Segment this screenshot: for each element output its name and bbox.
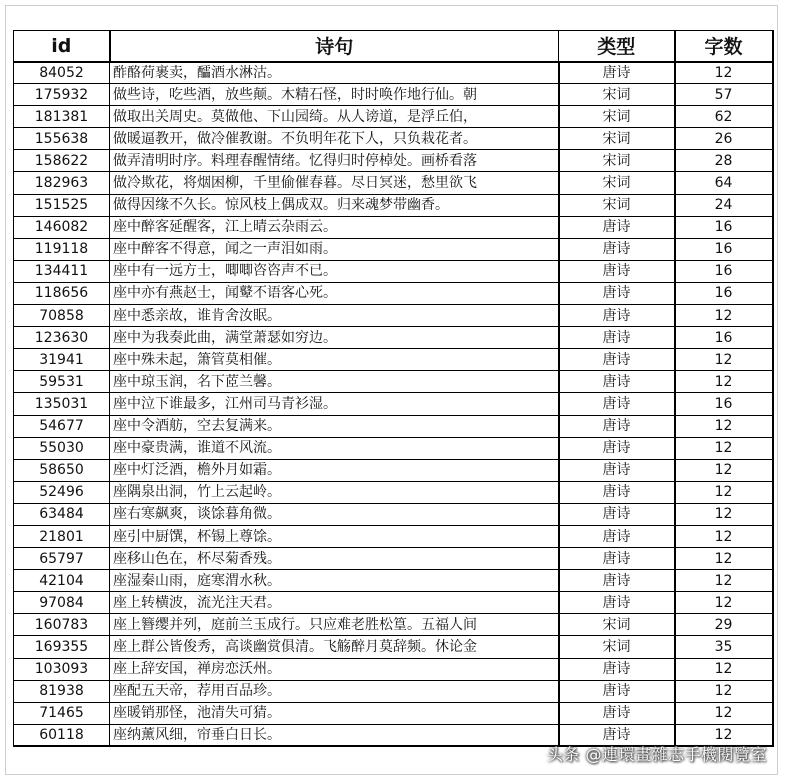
cell-count: 12 — [675, 724, 773, 746]
cell-id: 63484 — [14, 503, 110, 525]
cell-poem: 座中泣下谁最多，江州司马青衫湿。 — [110, 393, 559, 415]
cell-poem: 座上群公皆俊秀，高谈幽赏俱清。飞觞醉月莫辞频。休论金 — [110, 636, 559, 658]
cell-count: 12 — [675, 305, 773, 327]
cell-count: 29 — [675, 614, 773, 636]
table-row — [14, 680, 773, 702]
cell-poem: 座纳薰风细，帘垂白日长。 — [110, 724, 559, 746]
table-row — [14, 481, 773, 503]
cell-id: 42104 — [14, 570, 110, 592]
table-row — [14, 216, 773, 238]
header-poem: 诗句 — [110, 31, 559, 62]
cell-poem: 座中琼玉润，名下茝兰馨。 — [110, 371, 559, 393]
table-row — [14, 106, 773, 128]
cell-count: 12 — [675, 525, 773, 547]
cell-count: 16 — [675, 282, 773, 304]
cell-type: 宋词 — [559, 194, 675, 216]
cell-type: 宋词 — [559, 128, 675, 150]
table-row — [14, 84, 773, 106]
cell-poem: 座移山色在，杯尽菊香残。 — [110, 548, 559, 570]
cell-type: 宋词 — [559, 636, 675, 658]
cell-type: 宋词 — [559, 84, 675, 106]
cell-type: 唐诗 — [559, 62, 675, 84]
cell-type: 唐诗 — [559, 592, 675, 614]
cell-type: 唐诗 — [559, 327, 675, 349]
cell-id: 181381 — [14, 106, 110, 128]
cell-id: 54677 — [14, 415, 110, 437]
cell-type: 唐诗 — [559, 238, 675, 260]
cell-count: 26 — [675, 128, 773, 150]
cell-id: 175932 — [14, 84, 110, 106]
cell-type: 唐诗 — [559, 437, 675, 459]
cell-type: 唐诗 — [559, 415, 675, 437]
cell-count: 12 — [675, 548, 773, 570]
cell-poem: 座右寒飙爽，谈馀暮角微。 — [110, 503, 559, 525]
cell-count: 28 — [675, 150, 773, 172]
cell-poem: 做些诗，吃些酒，放些颠。木精石怪，时时唤作地行仙。朝 — [110, 84, 559, 106]
cell-count: 24 — [675, 194, 773, 216]
table-row — [14, 128, 773, 150]
cell-id: 60118 — [14, 724, 110, 746]
table-row — [14, 172, 773, 194]
table-row — [14, 636, 773, 658]
cell-poem: 座中殊未起，箫管莫相催。 — [110, 349, 559, 371]
cell-poem: 做冷欺花，将烟困柳，千里偷催春暮。尽日冥迷，愁里欲飞 — [110, 172, 559, 194]
table-row — [14, 459, 773, 481]
table-row — [14, 349, 773, 371]
header-type: 类型 — [559, 31, 675, 62]
cell-count: 12 — [675, 680, 773, 702]
cell-id: 123630 — [14, 327, 110, 349]
cell-count: 12 — [675, 62, 773, 84]
cell-poem: 座上辞安国，禅房恋沃州。 — [110, 658, 559, 680]
cell-id: 119118 — [14, 238, 110, 260]
cell-id: 97084 — [14, 592, 110, 614]
cell-id: 59531 — [14, 371, 110, 393]
table-row — [14, 327, 773, 349]
cell-poem: 座暖销那怪，池清失可猜。 — [110, 702, 559, 724]
cell-count: 12 — [675, 415, 773, 437]
table-row — [14, 614, 773, 636]
cell-type: 唐诗 — [559, 658, 675, 680]
cell-count: 12 — [675, 570, 773, 592]
table-row — [14, 62, 773, 84]
table-row — [14, 260, 773, 282]
cell-poem: 做取出关周史。莫做他、下山园绮。从人谤道，是浮丘伯， — [110, 106, 559, 128]
cell-id: 158622 — [14, 150, 110, 172]
cell-id: 135031 — [14, 393, 110, 415]
cell-type: 宋词 — [559, 106, 675, 128]
cell-count: 12 — [675, 349, 773, 371]
cell-id: 134411 — [14, 260, 110, 282]
cell-count: 12 — [675, 481, 773, 503]
cell-poem: 做得因缘不久长。惊风枝上偶成双。归来魂梦带幽香。 — [110, 194, 559, 216]
cell-id: 52496 — [14, 481, 110, 503]
cell-type: 唐诗 — [559, 724, 675, 746]
cell-poem: 座上转横波，流光注天君。 — [110, 592, 559, 614]
cell-poem: 酢酪荷裹卖，醽酒水淋沽。 — [110, 62, 559, 84]
table-row — [14, 525, 773, 547]
cell-poem: 做弄清明时序。料理春醒情绪。忆得归时停棹处。画桥看落 — [110, 150, 559, 172]
cell-poem: 座中有一远方士，唧唧咨咨声不已。 — [110, 260, 559, 282]
cell-type: 唐诗 — [559, 393, 675, 415]
cell-type: 宋词 — [559, 150, 675, 172]
cell-count: 12 — [675, 658, 773, 680]
cell-count: 12 — [675, 702, 773, 724]
cell-poem: 座中令酒舫，空去复满来。 — [110, 415, 559, 437]
table-row — [14, 503, 773, 525]
cell-count: 12 — [675, 371, 773, 393]
cell-count: 16 — [675, 393, 773, 415]
cell-type: 唐诗 — [559, 349, 675, 371]
watermark: 头条 @連環畫雜志手機閱覽室 — [546, 745, 767, 764]
table-row — [14, 282, 773, 304]
cell-type: 唐诗 — [559, 305, 675, 327]
table-row — [14, 658, 773, 680]
cell-poem: 座中灯泛酒，檐外月如霜。 — [110, 459, 559, 481]
cell-id: 118656 — [14, 282, 110, 304]
table-row — [14, 305, 773, 327]
table-row — [14, 393, 773, 415]
table-row — [14, 415, 773, 437]
table-row — [14, 702, 773, 724]
cell-type: 唐诗 — [559, 548, 675, 570]
cell-type: 唐诗 — [559, 570, 675, 592]
cell-id: 182963 — [14, 172, 110, 194]
header-count: 字数 — [675, 31, 773, 62]
cell-poem: 座中醉客不得意，闻之一声泪如雨。 — [110, 238, 559, 260]
cell-type: 唐诗 — [559, 481, 675, 503]
cell-id: 103093 — [14, 658, 110, 680]
cell-type: 唐诗 — [559, 525, 675, 547]
poetry-table — [13, 30, 774, 747]
cell-type: 唐诗 — [559, 260, 675, 282]
cell-id: 71465 — [14, 702, 110, 724]
table-row — [14, 548, 773, 570]
cell-poem: 座中亦有燕赵士，闻鼙不语客心死。 — [110, 282, 559, 304]
cell-id: 70858 — [14, 305, 110, 327]
cell-count: 57 — [675, 84, 773, 106]
cell-id: 146082 — [14, 216, 110, 238]
cell-id: 31941 — [14, 349, 110, 371]
cell-id: 58650 — [14, 459, 110, 481]
cell-poem: 座中豪贵满，谁道不风流。 — [110, 437, 559, 459]
cell-type: 唐诗 — [559, 680, 675, 702]
cell-id: 155638 — [14, 128, 110, 150]
cell-id: 160783 — [14, 614, 110, 636]
cell-type: 唐诗 — [559, 459, 675, 481]
cell-count: 16 — [675, 216, 773, 238]
cell-id: 65797 — [14, 548, 110, 570]
cell-type: 宋词 — [559, 614, 675, 636]
table-body — [14, 62, 773, 747]
header-id: id — [14, 31, 110, 62]
table-row — [14, 592, 773, 614]
cell-count: 12 — [675, 592, 773, 614]
table-row — [14, 371, 773, 393]
cell-type: 唐诗 — [559, 282, 675, 304]
cell-id: 21801 — [14, 525, 110, 547]
cell-poem: 座中为我奏此曲，满堂萧瑟如穷边。 — [110, 327, 559, 349]
cell-id: 151525 — [14, 194, 110, 216]
cell-id: 55030 — [14, 437, 110, 459]
cell-id: 81938 — [14, 680, 110, 702]
table-row — [14, 437, 773, 459]
cell-poem: 座中醉客延醒客，江上晴云杂雨云。 — [110, 216, 559, 238]
cell-poem: 做暖逼教开，做冷催教谢。不负明年花下人，只负栽花者。 — [110, 128, 559, 150]
table-row — [14, 194, 773, 216]
header-row — [14, 31, 773, 62]
cell-count: 62 — [675, 106, 773, 128]
cell-type: 唐诗 — [559, 503, 675, 525]
cell-poem: 座配五天帝，荐用百品珍。 — [110, 680, 559, 702]
cell-poem: 座隅泉出洞，竹上云起岭。 — [110, 481, 559, 503]
cell-count: 64 — [675, 172, 773, 194]
cell-count: 12 — [675, 437, 773, 459]
cell-type: 唐诗 — [559, 702, 675, 724]
cell-poem: 座上簪缨并列，庭前兰玉成行。只应难老胜松篁。五福人间 — [110, 614, 559, 636]
table-row — [14, 150, 773, 172]
cell-count: 16 — [675, 260, 773, 282]
table-row — [14, 238, 773, 260]
cell-type: 唐诗 — [559, 216, 675, 238]
cell-poem: 座湿秦山雨，庭寒渭水秋。 — [110, 570, 559, 592]
cell-id: 169355 — [14, 636, 110, 658]
cell-count: 12 — [675, 459, 773, 481]
cell-type: 唐诗 — [559, 371, 675, 393]
cell-count: 35 — [675, 636, 773, 658]
cell-count: 16 — [675, 327, 773, 349]
cell-id: 84052 — [14, 62, 110, 84]
table-row — [14, 570, 773, 592]
cell-poem: 座引中厨馔，杯锡上尊馀。 — [110, 525, 559, 547]
cell-count: 12 — [675, 503, 773, 525]
cell-type: 宋词 — [559, 172, 675, 194]
cell-poem: 座中悉亲故，谁肯舍汝眠。 — [110, 305, 559, 327]
cell-count: 16 — [675, 238, 773, 260]
